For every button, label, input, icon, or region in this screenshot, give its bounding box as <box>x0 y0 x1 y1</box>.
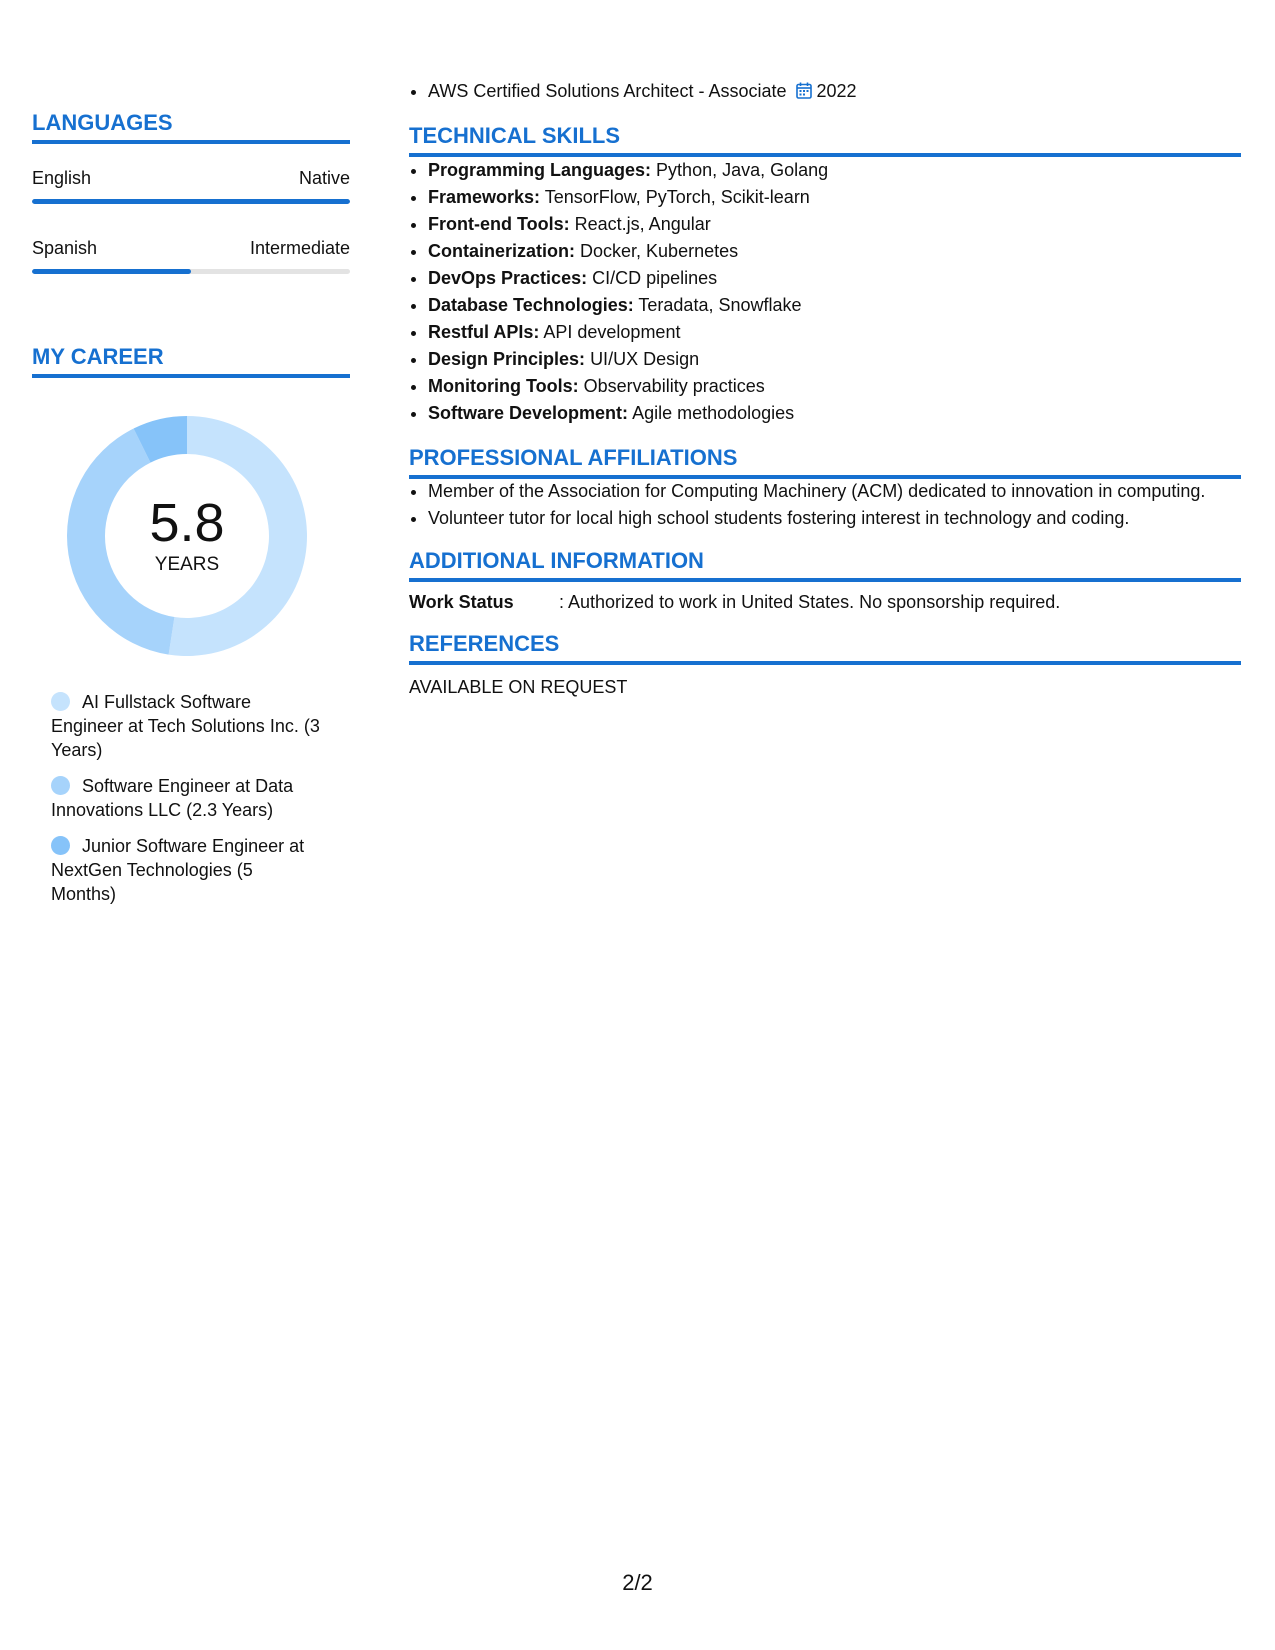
skill-item <box>428 400 1241 427</box>
skill-value: CI/CD pipelines <box>592 268 718 288</box>
language-proficiency-fill <box>32 199 350 204</box>
work-status-value: : Authorized to work in United States. No sponsorship required. <box>559 592 1061 612</box>
calendar-icon <box>796 80 812 107</box>
skill-label: Restful APIs: <box>428 322 540 342</box>
work-status-row <box>409 592 1241 613</box>
career-total-years: 5.8 <box>149 493 225 553</box>
skill-label: Containerization: <box>428 241 575 261</box>
skill-item <box>428 211 1241 238</box>
references-section <box>409 631 1241 698</box>
affiliations-section <box>409 445 1241 530</box>
languages-heading: LANGUAGES <box>32 110 350 144</box>
skill-value: API development <box>543 322 681 342</box>
affiliations-list <box>409 479 1241 530</box>
references-heading: REFERENCES <box>409 631 1241 665</box>
career-legend-item <box>51 774 321 822</box>
left-column <box>32 110 350 918</box>
affiliation-item: • Volunteer tutor for local high school students fostering interest in technology and coding. <box>428 506 1241 530</box>
language-name: English <box>32 168 92 188</box>
certifications-list <box>409 78 1241 107</box>
skill-item <box>428 292 1241 319</box>
skill-item <box>428 184 1241 211</box>
affiliations-heading: PROFESSIONAL AFFILIATIONS <box>409 445 1241 479</box>
language-item <box>32 238 350 274</box>
skill-value: UI/UX Design <box>590 349 700 369</box>
references-text: AVAILABLE ON REQUEST <box>409 677 628 697</box>
page-number: 2/2 <box>622 1570 653 1595</box>
language-proficiency-fill <box>32 269 191 274</box>
career-legend-label: Software Engineer at Data Innovations LLC (2.3 Years) <box>51 776 294 820</box>
career-heading: MY CAREER <box>32 344 350 378</box>
skill-label: DevOps Practices: <box>428 268 588 288</box>
technical-skills-section <box>409 123 1241 427</box>
skill-item <box>428 157 1241 184</box>
skill-value: TensorFlow, PyTorch, Scikit-learn <box>544 187 810 207</box>
career-legend-label: AI Fullstack Software Engineer at Tech Solutions Inc. (3 Years) <box>51 692 320 760</box>
skill-label: Database Technologies: <box>428 295 634 315</box>
affiliation-item: • Member of the Association for Computing Machinery (ACM) dedicated to innovation in computing. <box>428 479 1241 503</box>
skill-item <box>428 238 1241 265</box>
skill-value: Python, Java, Golang <box>656 160 829 180</box>
career-legend <box>51 690 321 906</box>
skill-value: React.js, Angular <box>574 214 711 234</box>
career-donut-chart <box>67 416 307 656</box>
career-legend-item <box>51 690 321 762</box>
legend-dot-icon <box>51 692 70 711</box>
skill-item <box>428 373 1241 400</box>
skill-item <box>428 265 1241 292</box>
certification-name: AWS Certified Solutions Architect - Associate <box>428 81 787 101</box>
language-level: Intermediate <box>249 238 350 258</box>
skill-item <box>428 319 1241 346</box>
skill-label: Programming Languages: <box>428 160 652 180</box>
additional-info-heading: ADDITIONAL INFORMATION <box>409 548 1241 582</box>
language-level: Native <box>298 168 350 188</box>
language-proficiency-bar <box>32 269 350 274</box>
skill-value: Teradata, Snowflake <box>638 295 802 315</box>
skill-label: Frameworks: <box>428 187 541 207</box>
additional-info-section <box>409 548 1241 613</box>
skill-label: Design Principles: <box>428 349 586 369</box>
skill-value: Observability practices <box>583 376 765 396</box>
career-legend-item <box>51 834 321 906</box>
language-proficiency-bar <box>32 199 350 204</box>
career-legend-label: Junior Software Engineer at NextGen Technologies (5 Months) <box>51 836 305 904</box>
skill-label: Monitoring Tools: <box>428 376 579 396</box>
language-name: Spanish <box>32 238 98 258</box>
legend-dot-icon <box>51 776 70 795</box>
career-total-unit: YEARS <box>154 554 220 575</box>
technical-skills-heading: TECHNICAL SKILLS <box>409 123 1241 157</box>
certification-item <box>428 78 1241 107</box>
work-status-label: Work Status <box>409 592 514 612</box>
skill-label: Front-end Tools: <box>428 214 570 234</box>
skill-label: Software Development: <box>428 403 629 423</box>
certification-year: 2022 <box>816 81 857 101</box>
technical-skills-list <box>409 157 1241 427</box>
legend-dot-icon <box>51 836 70 855</box>
skill-item <box>428 346 1241 373</box>
skill-value: Agile methodologies <box>632 403 795 423</box>
skill-value: Docker, Kubernetes <box>580 241 739 261</box>
right-column <box>409 78 1241 698</box>
language-item <box>32 168 350 204</box>
